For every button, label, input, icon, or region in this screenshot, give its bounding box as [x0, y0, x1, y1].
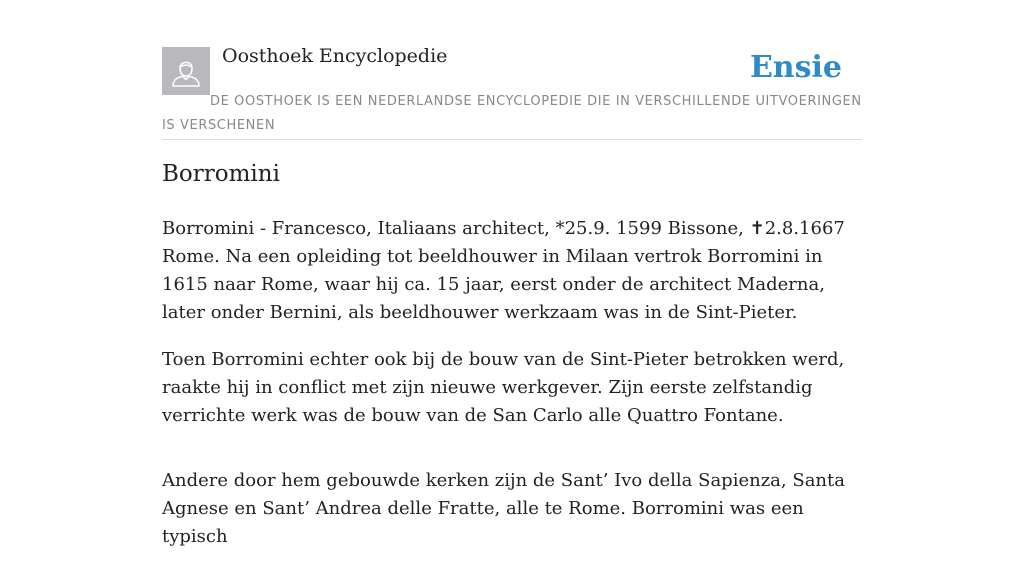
- author-header: [162, 0, 862, 140]
- article-title: Borromini: [162, 161, 280, 187]
- content-column: [162, 0, 862, 547]
- author-description: DE OOSTHOEK IS EEN NEDERLANDSE ENCYCLOPEDIE DIE IN VERSCHILLENDE UITVOERINGEN IS VERSCHENEN: [162, 94, 862, 133]
- article-paragraph: Toen Borromini echter ook bij de bouw van de Sint-Pieter betrokken werd, raakte hij in conflict met zijn nieuwe werkgever. Zijn eerste zelfstandig verrichte werk was de bouw van de San Carlo alle Quattro Fontane.: [162, 349, 845, 426]
- avatar[interactable]: [162, 47, 210, 95]
- article-paragraph: Borromini - Francesco, Italiaans architect, *25.9. 1599 Bissone, ✝2.8.1667 Rome. Na een opleiding tot beeldhouwer in Milaan vertrok Borromini in 1615 naar Rome, waar hij ca. 15 jaar, eerst onder de architect Maderna, later onder Bernini, als beeldhouwer werkzaam was in de Sint-Pieter.: [162, 218, 845, 323]
- author-name[interactable]: Oosthoek Encyclopedie: [222, 45, 448, 67]
- article-body: [162, 215, 862, 570]
- brand-logo[interactable]: Ensie: [749, 50, 842, 85]
- user-icon: [162, 47, 210, 95]
- article-paragraph: Andere door hem gebouwde kerken zijn de Sant’ Ivo della Sapienza, Santa Agnese en Sant’ Andrea delle Fratte, alle te Rome. Borromini was een typisch: [162, 470, 845, 547]
